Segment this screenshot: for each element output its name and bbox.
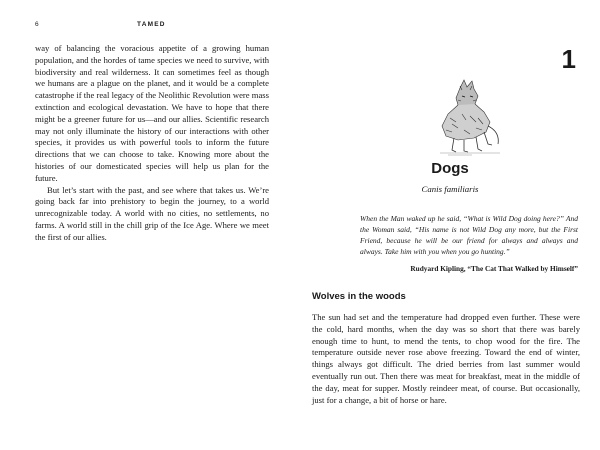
paragraph: way of balancing the voracious appetite of a growing human population, and the hordes of tame species we need to survive, with biodiversity and real wilderness. It can sometimes feel as though we humans are a plague on the planet, and it would be a complete catastrophe if the real legacy of the Neolithic Revolution were mass extinction and ecological devastation. We have to hope that there might be a greener future for us—and our allies. Scientific research may not only illuminate the history of our interactions with other species, it provides us with powerful tools to inform the future directions that we can choose to take. Knowing more about the histories of our domesticated species will help us plan for the future. [35, 43, 269, 183]
wolf-illustration [420, 74, 516, 156]
chapter-number: 1 [561, 44, 576, 74]
chapter-subtitle: Canis familiaris [421, 184, 479, 194]
left-body-text [35, 43, 269, 244]
paragraph: But let’s start with the past, and see where that takes us. We’re going back far into prehistory to begin the journey, to a world unrecognizable today. A world with no cities, no settlements, no farms. A world still in the chill grip of the Ice Age. Where we meet the first of our allies. [35, 184, 269, 242]
section-body-text: The sun had set and the temperature had dropped even further. These were the cold, hard months, when the day was so short that there was barely enough time to hunt, to mend the tents, to chop wood for the fire. The temperature outside never rose above freezing. Toward the end of winter, things always got difficult. The dried berries from last summer would eventually run out. Then there was meat for breakfast, meat in the middle of the day, meat for supper. Mostly reindeer meat, of course. But occasionally, just for a change, a bit of horse or hare. [312, 312, 580, 405]
epigraph-attribution: Rudyard Kipling, “The Cat That Walked by Himself” [410, 264, 578, 273]
section-heading: Wolves in the woods [312, 291, 406, 302]
book-title-header: TAMED [137, 21, 166, 28]
right-page [300, 0, 600, 450]
chapter-title: Dogs [431, 160, 469, 177]
page-number: 6 [35, 21, 40, 28]
epigraph: When the Man waked up he said, “What is Wild Dog doing here?” And the Woman said, “His name is not Wild Dog any more, but the First Friend, because he will be our friend for always and always and always. Take him with you when you go hunting.” [360, 214, 578, 256]
